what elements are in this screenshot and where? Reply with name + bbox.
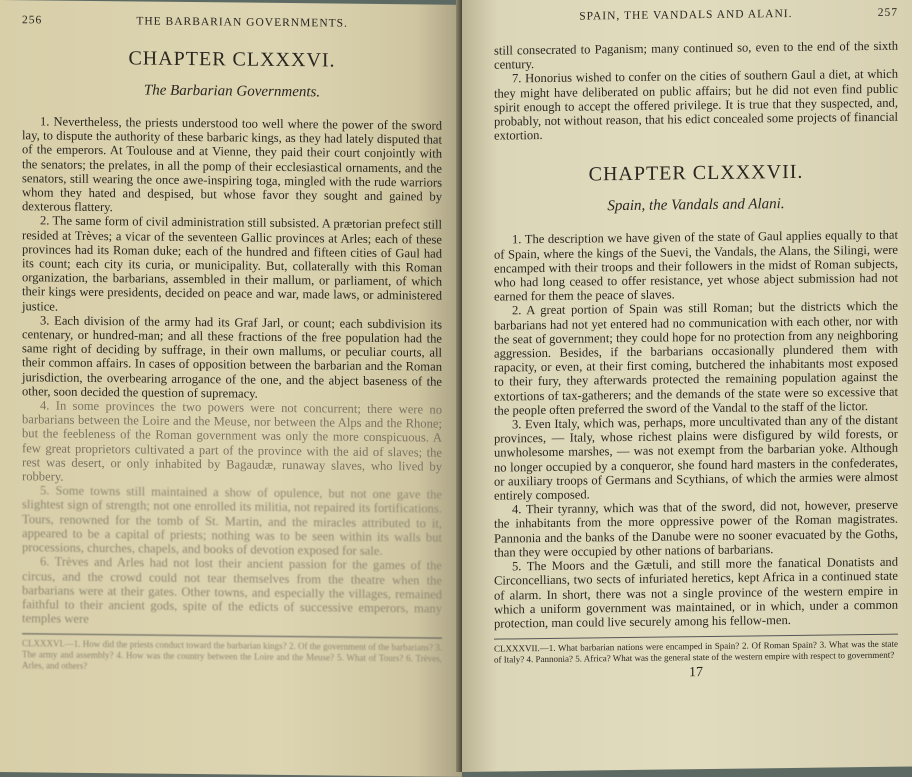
right-page: [462, 0, 912, 772]
right-paragraph-2: 2. A great portion of Spain was still Roman; but the districts which the barbarians had not yet entered had no communication with each other, nor with the seat of government; they could hope for no protection from any neighboring aggression. Besides, if the barbarians occasionally plundered them with rapacity, or even, at their first coming, butchered the inhabitants most exposed to their fury, they afterwards protected the remaining population against the extortions of tax-gatherers; and the demands of the state were so excessive that the people often preferred the sword of the Vandal to the staff of the lictor.: [494, 299, 898, 418]
left-running-head: [22, 14, 442, 30]
left-footnote: CLXXXVI.—1. How did the priests conduct toward the barbarian kings? 2. Of the government of the barbarians? 3. The army and assembly? 4. How was the country between the Loire and the Meuse? 5. What of Tours? 6. Trèves, Arles, and others?: [22, 634, 442, 676]
right-paragraph-1: 1. The description we have given of the state of Gaul applies equally to that of Spain, where the kings of the Suevi, the Vandals, the Alans, the Silingi, were encamped with their troops and their followers in the midst of Roman subjects, who had long ceased to offer resistance, yet whose abject submission had not earned for them the peace of slaves.: [494, 228, 898, 304]
left-running-title: THE BARBARIAN GOVERNMENTS.: [136, 15, 348, 30]
right-running-head: [494, 7, 898, 24]
right-signature-mark: 17: [689, 665, 703, 681]
left-chapter-heading: CHAPTER CLXXXVI.: [128, 47, 336, 72]
right-page-number: 257: [877, 6, 898, 19]
right-chapter-heading: CHAPTER CLXXXVII.: [588, 161, 804, 186]
left-paragraph-4: 4. In some provinces the two powers were not concurrent; there were no barbarians between the Loire and the Meuse, nor between the Alps and the Rhone; but the feebleness of the Roman government was only the more conspicuous. A few great proprietors cultivated a part of the province with the aid of slaves; the rest was desert, or only inhabited by Bagaudæ, runaway slaves, who lived by robbery.: [22, 398, 442, 484]
right-paragraph-3: 3. Even Italy, which was, perhaps, more uncultivated than any of the distant provinces, — Italy, whose richest plains were disfigured by wild forests, or unwholesome marshes, — was not exempt from the barbarian yoke. Although no longer occupied by a conqueror, she found hard masters in the confederates, or auxiliary troops of Germans and Scythians, of which the armies were almost entirely composed.: [494, 412, 898, 503]
right-paragraph-4: 4. Their tyranny, which was that of the sword, did not, however, preserve the inhabitants from the more oppressive power of the Roman magistrates. Pannonia and the banks of the Danube were no sooner evacuated by the Goths, than they were occupied by other nations of barbarians.: [494, 497, 898, 560]
right-chapter-subtitle: Spain, the Vandals and Alani.: [607, 196, 785, 215]
left-paragraph-1: 1. Nevertheless, the priests understood too well where the power of the sword lay, to dispute the authority of these barbaric kings, as they had lately disputed that of the emperors. At Toulouse and at Vienne, they paid their court conjointly with the senators; the prelates, in all the pomp of their ecclesiastical ornaments, and the senators, still wearing the once awe-inspiring toga, mingled with the rude warriors whom they hated and despised, but whose favor they sought and gained by dexterous flattery.: [22, 114, 442, 215]
left-paragraph-2: 2. The same form of civil administration still subsisted. A prætorian prefect still resided at Trèves; a vicar of the seventeen Gallic provinces at Arles; each of these provinces had its Roman duke; each of the hundred and fifteen cities of Gaul had its count; each city its curia, or municipality. But, collaterally with this Roman organization, the barbarians, assembled in their mallum, or parliament, of which their kings were presidents, decided on peace and war, made laws, or administered justice.: [22, 213, 442, 314]
right-running-title: SPAIN, THE VANDALS AND ALANI.: [579, 7, 793, 23]
left-page-number: 256: [22, 14, 43, 27]
left-chapter-subtitle: The Barbarian Governments.: [143, 82, 321, 101]
left-paragraph-3: 3. Each division of the army had its Graf Jarl, or count; each subdivision its centenary, or hundred-man; and all these fractions of the free population had the same right of deciding by suffrage, in their own mallums, or peculiar courts, all their common affairs. In cases of opposition between the barbarian and the Roman jurisdiction, the overbearing arrogance of the one, and the abject baseness of the other, soon decided the question of supremacy.: [22, 313, 442, 401]
left-paragraph-6: 6. Trèves and Arles had not lost their ancient passion for the games of the circus, and the crowd could not tear themselves from the theatre when the barbarians were at their gates. Other towns, and especially the villages, remained faithful to their ancient gods, spite of the edicts of successive emperors, many temples were: [22, 554, 442, 627]
right-paragraph-5: 5. The Moors and the Gætuli, and still more the fanatical Donatists and Circoncellians, two sects of infuriated heretics, kept Africa in a continued state of alarm. In short, there was not a single province of the western empire in which a uniform government was maintained, or in which, under a common protection, man could live securely among his fellow-men.: [494, 554, 898, 631]
right-footnote: CLXXXVII.—1. What barbarian nations were encamped in Spain? 2. Of Roman Spain? 3. What was the state of Italy? 4. Pannonia? 5. Africa? What was the general state of the western empire with respect to government?: [494, 634, 898, 666]
right-carryover-2: 7. Honorius wished to confer on the cities of southern Gaul a diet, at which they might have deliberated on public affairs; but he did not even find public spirit enough to accept the offered privilege. It is true that they suspected, and, probably, not without reason, that his edict concealed some projects of financial extortion.: [494, 67, 898, 143]
right-carryover-1: still consecrated to Paganism; many continued so, even to the end of the sixth century.: [494, 38, 898, 72]
left-paragraph-5: 5. Some towns still maintained a show of opulence, but not one gave the slightest sign of strength; not one enrolled its militia, not repaired its fortifications. Tours, renowned for the tomb of St. Martin, and the miracles attributed to it, appeared to be a capital of priests; nothing was to be seen within its walls but processions, churches, chapels, and books of devotion exposed for sale.: [22, 483, 442, 559]
